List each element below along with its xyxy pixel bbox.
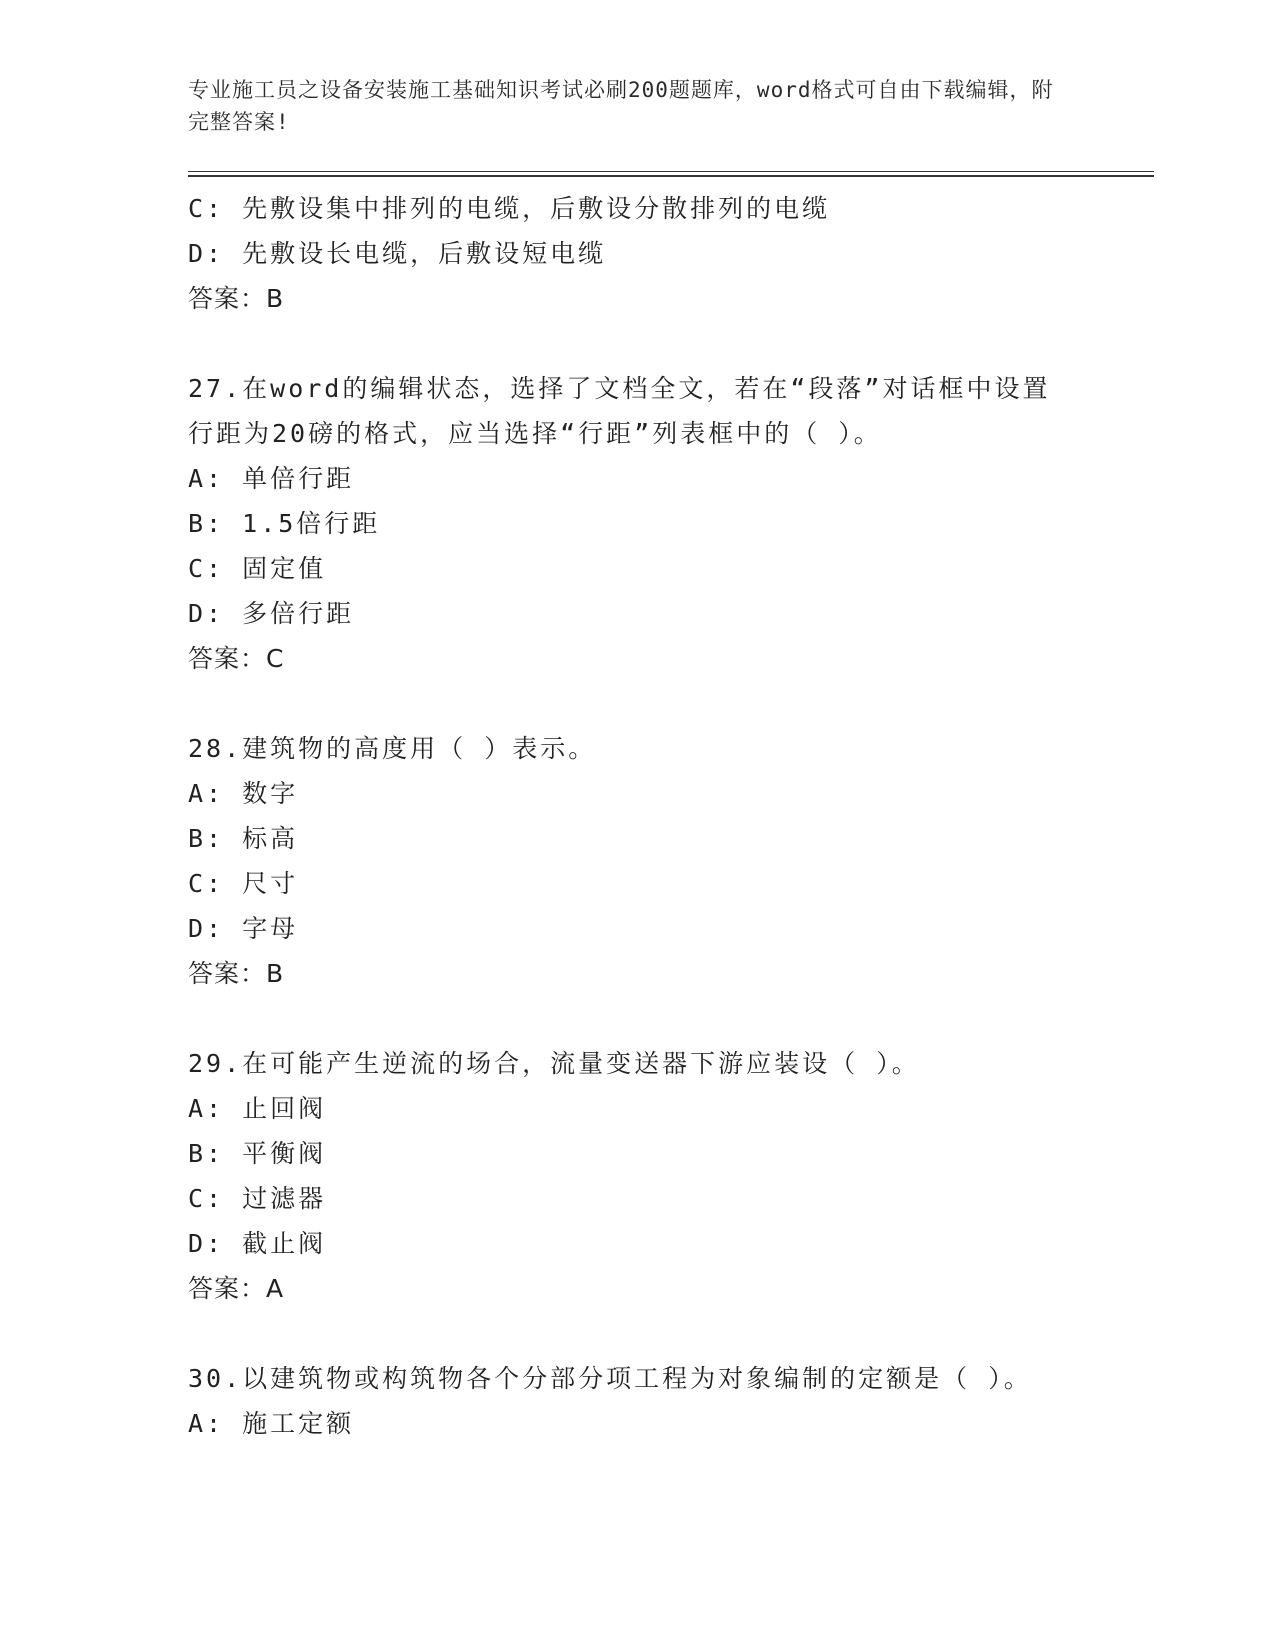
question-27 — [188, 366, 1148, 681]
option-a: A: 止回阀 — [188, 1094, 327, 1123]
document-body — [188, 186, 1148, 1446]
question-stem: 30.以建筑物或构筑物各个分部分项工程为对象编制的定额是（ ）。 — [188, 1364, 1032, 1393]
option-d: D: 截止阀 — [188, 1229, 327, 1258]
option-b: B: 标高 — [188, 824, 299, 853]
question-29 — [188, 1041, 1148, 1311]
header-rule-thin — [188, 171, 1154, 172]
option-a: A: 单倍行距 — [188, 464, 355, 493]
option-a: A: 数字 — [188, 779, 299, 808]
question-26-fragment — [188, 186, 1148, 321]
question-28 — [188, 726, 1148, 996]
option-c: C: 先敷设集中排列的电缆，后敷设分散排列的电缆 — [188, 194, 831, 223]
question-stem: 28.建筑物的高度用（ ）表示。 — [188, 734, 597, 763]
answer-line: 答案：B — [188, 959, 285, 988]
option-c: C: 过滤器 — [188, 1184, 327, 1213]
option-a: A: 施工定额 — [188, 1409, 355, 1438]
answer-line: 答案：B — [188, 284, 285, 313]
option-d: D: 多倍行距 — [188, 599, 355, 628]
option-d: D: 字母 — [188, 914, 299, 943]
option-c: C: 固定值 — [188, 554, 327, 583]
question-stem: 27.在word的编辑状态，选择了文档全文，若在“段落”对话框中设置行距为20磅的格式，应当选择“行距”列表框中的（ ）。 — [188, 374, 1051, 448]
answer-line: 答案：C — [188, 644, 285, 673]
question-stem: 29.在可能产生逆流的场合，流量变送器下游应装设（ ）。 — [188, 1049, 920, 1078]
header-rule-thick — [188, 175, 1154, 177]
answer-line: 答案：A — [188, 1274, 285, 1303]
option-b: B: 平衡阀 — [188, 1139, 327, 1168]
option-b: B: 1.5倍行距 — [188, 509, 381, 538]
question-30 — [188, 1356, 1148, 1446]
option-c: C: 尺寸 — [188, 869, 299, 898]
option-d: D: 先敷设长电缆，后敷设短电缆 — [188, 239, 607, 268]
document-header: 专业施工员之设备安装施工基础知识考试必刷200题题库，word格式可自由下载编辑，附完整答案! — [188, 78, 1054, 134]
